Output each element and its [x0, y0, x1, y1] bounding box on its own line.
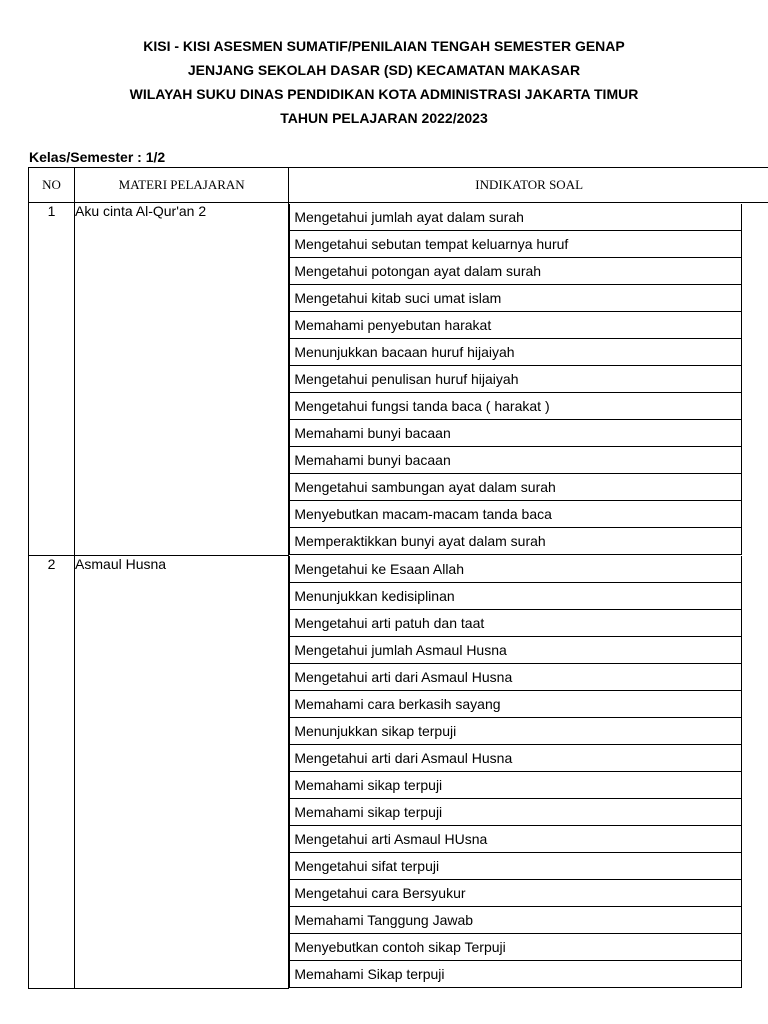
- indikator-item: Mengetahui ke Esaan Allah: [289, 556, 741, 583]
- materi-cell: Aku cinta Al-Qur'an 2: [75, 203, 289, 556]
- materi-cell: Asmaul Husna: [75, 555, 289, 988]
- indikator-item: Memahami penyebutan harakat: [289, 312, 741, 339]
- indikator-item: Memperaktikkan bunyi ayat dalam surah: [289, 528, 741, 555]
- kelas-semester-label: Kelas/Semester : 1/2: [29, 149, 166, 165]
- indikator-item: Menyebutkan macam-macam tanda baca: [289, 501, 741, 528]
- indikator-item: Mengetahui jumlah ayat dalam surah: [289, 204, 741, 231]
- indikator-cell: [289, 555, 768, 988]
- title-line-2: JENJANG SEKOLAH DASAR (SD) KECAMATAN MAKASAR: [187, 62, 581, 78]
- indikator-item: Memahami cara berkasih sayang: [289, 691, 741, 718]
- column-header-materi: MATERI PELAJARAN: [75, 168, 289, 203]
- indikator-item: Mengetahui cara Bersyukur: [289, 880, 741, 907]
- indikator-cell: [289, 203, 768, 556]
- indikator-item: Memahami Tanggung Jawab: [289, 907, 741, 934]
- indikator-item: Menyebutkan contoh sikap Terpuji: [289, 934, 741, 961]
- indikator-item: Memahami Sikap terpuji: [289, 961, 741, 988]
- indikator-item: Mengetahui arti dari Asmaul Husna: [289, 664, 741, 691]
- title-line-1: KISI - KISI ASESMEN SUMATIF/PENILAIAN TENGAH SEMESTER GENAP: [143, 38, 625, 54]
- column-header-no: NO: [29, 168, 75, 203]
- indikator-item: Mengetahui sambungan ayat dalam surah: [289, 474, 741, 501]
- table-row: [29, 203, 768, 556]
- indikator-item: Memahami sikap terpuji: [289, 799, 741, 826]
- indikator-item: Menunjukkan sikap terpuji: [289, 718, 741, 745]
- indikator-item: Mengetahui sifat terpuji: [289, 853, 741, 880]
- kisi-table: [28, 167, 768, 989]
- table-row: [29, 555, 768, 988]
- title-line-3: WILAYAH SUKU DINAS PENDIDIKAN KOTA ADMINISTRASI JAKARTA TIMUR: [129, 86, 639, 102]
- column-header-indikator: INDIKATOR SOAL: [289, 168, 768, 203]
- indikator-item: Memahami bunyi bacaan: [289, 447, 741, 474]
- indikator-item: Mengetahui arti dari Asmaul Husna: [289, 745, 741, 772]
- document-title: [0, 34, 768, 130]
- indikator-list: [289, 204, 768, 555]
- indikator-item: Mengetahui sebutan tempat keluarnya huruf: [289, 231, 741, 258]
- indikator-item: Mengetahui fungsi tanda baca ( harakat ): [289, 393, 741, 420]
- indikator-item: Memahami bunyi bacaan: [289, 420, 741, 447]
- title-line-4: TAHUN PELAJARAN 2022/2023: [280, 110, 488, 126]
- indikator-item: Mengetahui penulisan huruf hijaiyah: [289, 366, 741, 393]
- indikator-item: Memahami sikap terpuji: [289, 772, 741, 799]
- row-number: 2: [29, 555, 75, 988]
- indikator-item: Mengetahui potongan ayat dalam surah: [289, 258, 741, 285]
- indikator-item: Mengetahui arti patuh dan taat: [289, 610, 741, 637]
- indikator-list: [289, 556, 768, 988]
- indikator-item: Menunjukkan bacaan huruf hijaiyah: [289, 339, 741, 366]
- indikator-item: Mengetahui arti Asmaul HUsna: [289, 826, 741, 853]
- indikator-item: Mengetahui kitab suci umat islam: [289, 285, 741, 312]
- table-header-row: [29, 168, 768, 203]
- indikator-item: Menunjukkan kedisiplinan: [289, 583, 741, 610]
- indikator-item: Mengetahui jumlah Asmaul Husna: [289, 637, 741, 664]
- row-number: 1: [29, 203, 75, 556]
